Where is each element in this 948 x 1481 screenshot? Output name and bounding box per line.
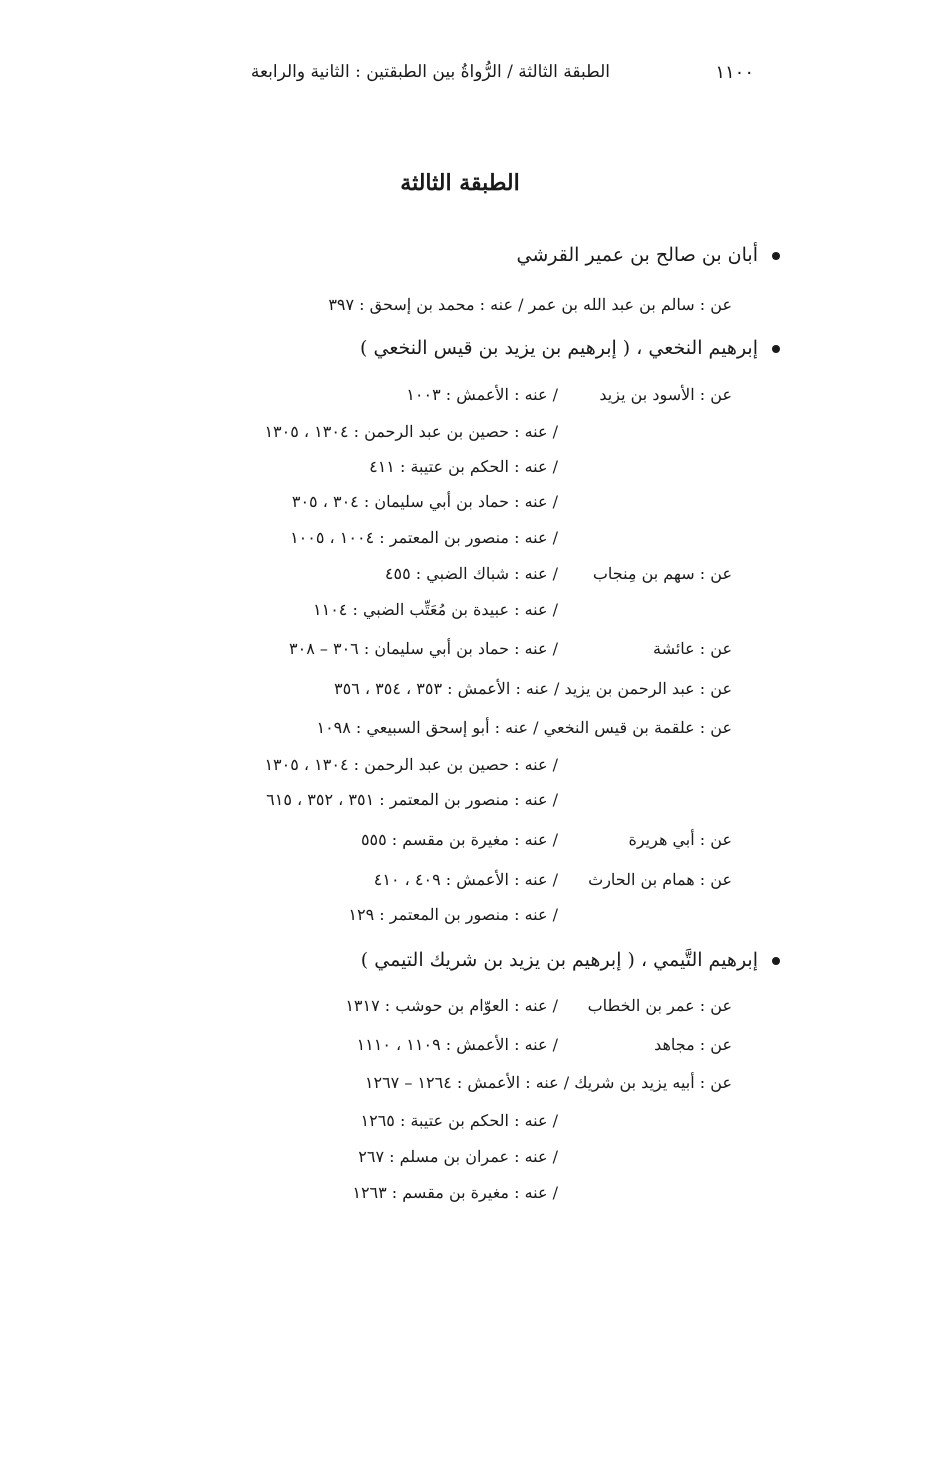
chain-line: عن : علقمة بن قيس النخعي / عنه : أبو إسحق السبيعي : ١٠٩٨ bbox=[316, 718, 732, 737]
narrator-heading: إبرهيم النخعي ، ( إبرهيم بن يزيد بن قيس النخعي ) bbox=[360, 337, 758, 359]
chain-student: / عنه : حصين بن عبد الرحمن : ١٣٠٤ ، ١٣٠٥ bbox=[264, 755, 558, 774]
narrator-heading: إبرهيم التَّيمي ، ( إبرهيم بن يزيد بن شريك التيمي ) bbox=[360, 949, 758, 971]
chain-source: عن : عمر بن الخطاب bbox=[587, 996, 732, 1015]
running-title: الطبقة الثالثة / الرُّواةُ بين الطبقتين : الثانية والرابعة bbox=[250, 62, 610, 82]
chain-source: عن : عائشة bbox=[652, 639, 732, 658]
chain-student: / عنه : الأعمش : ١١٠٩ ، ١١١٠ bbox=[356, 1035, 558, 1054]
chain-student: / عنه : عبيدة بن مُعَتِّب الضبي : ١١٠٤ bbox=[313, 600, 558, 619]
chain-student: / عنه : مغيرة بن مقسم : ٥٥٥ bbox=[360, 830, 558, 849]
chain-source: عن : سهم بن مِنجاب bbox=[592, 564, 732, 583]
chain-student: / عنه : مغيرة بن مقسم : ١٢٦٣ bbox=[352, 1183, 558, 1202]
chain-student: / عنه : الأعمش : ١٠٠٣ bbox=[406, 385, 558, 404]
page-number: ١١٠٠ bbox=[715, 62, 754, 83]
chain-student: / عنه : الحكم بن عتيبة : ٤١١ bbox=[369, 457, 558, 476]
chain-student: / عنه : حماد بن أبي سليمان : ٣٠٤ ، ٣٠٥ bbox=[291, 492, 558, 511]
bullet-icon bbox=[772, 957, 780, 965]
chain-student: / عنه : منصور بن المعتمر : ١٢٩ bbox=[348, 905, 558, 924]
chain-source: عن : مجاهد bbox=[654, 1035, 732, 1054]
section-title: الطبقة الثالثة bbox=[400, 170, 520, 196]
chain-student: / عنه : عمران بن مسلم : ٢٦٧ bbox=[358, 1147, 558, 1166]
chain-student: / عنه : الحكم بن عتيبة : ١٢٦٥ bbox=[360, 1111, 558, 1130]
chain-source: عن : همام بن الحارث bbox=[588, 870, 732, 889]
chain-line: عن : سالم بن عبد الله بن عمر / عنه : محمد بن إسحق : ٣٩٧ bbox=[328, 295, 732, 314]
chain-student: / عنه : شباك الضبي : ٤٥٥ bbox=[384, 564, 558, 583]
chain-student: / عنه : الأعمش : ٤٠٩ ، ٤١٠ bbox=[373, 870, 558, 889]
chain-source: عن : الأسود بن يزيد bbox=[599, 385, 732, 404]
narrator-heading: أبان بن صالح بن عمير القرشي bbox=[516, 244, 758, 266]
chain-student: / عنه : حصين بن عبد الرحمن : ١٣٠٤ ، ١٣٠٥ bbox=[264, 422, 558, 441]
chain-student: / عنه : العوّام بن حوشب : ١٣١٧ bbox=[345, 996, 558, 1015]
chain-source: عن : أبي هريرة bbox=[628, 830, 732, 849]
chain-student: / عنه : منصور بن المعتمر : ١٠٠٤ ، ١٠٠٥ bbox=[290, 528, 558, 547]
chain-line: عن : عبد الرحمن بن يزيد / عنه : الأعمش : ٣٥٣ ، ٣٥٤ ، ٣٥٦ bbox=[334, 679, 732, 698]
chain-student: / عنه : منصور بن المعتمر : ٣٥١ ، ٣٥٢ ، ٦١٥ bbox=[266, 790, 558, 809]
bullet-icon bbox=[772, 252, 780, 260]
chain-line: عن : أبيه يزيد بن شريك / عنه : الأعمش : ١٢٦٤ – ١٢٦٧ bbox=[364, 1073, 732, 1092]
bullet-icon bbox=[772, 345, 780, 353]
chain-student: / عنه : حماد بن أبي سليمان : ٣٠٦ – ٣٠٨ bbox=[289, 639, 558, 658]
